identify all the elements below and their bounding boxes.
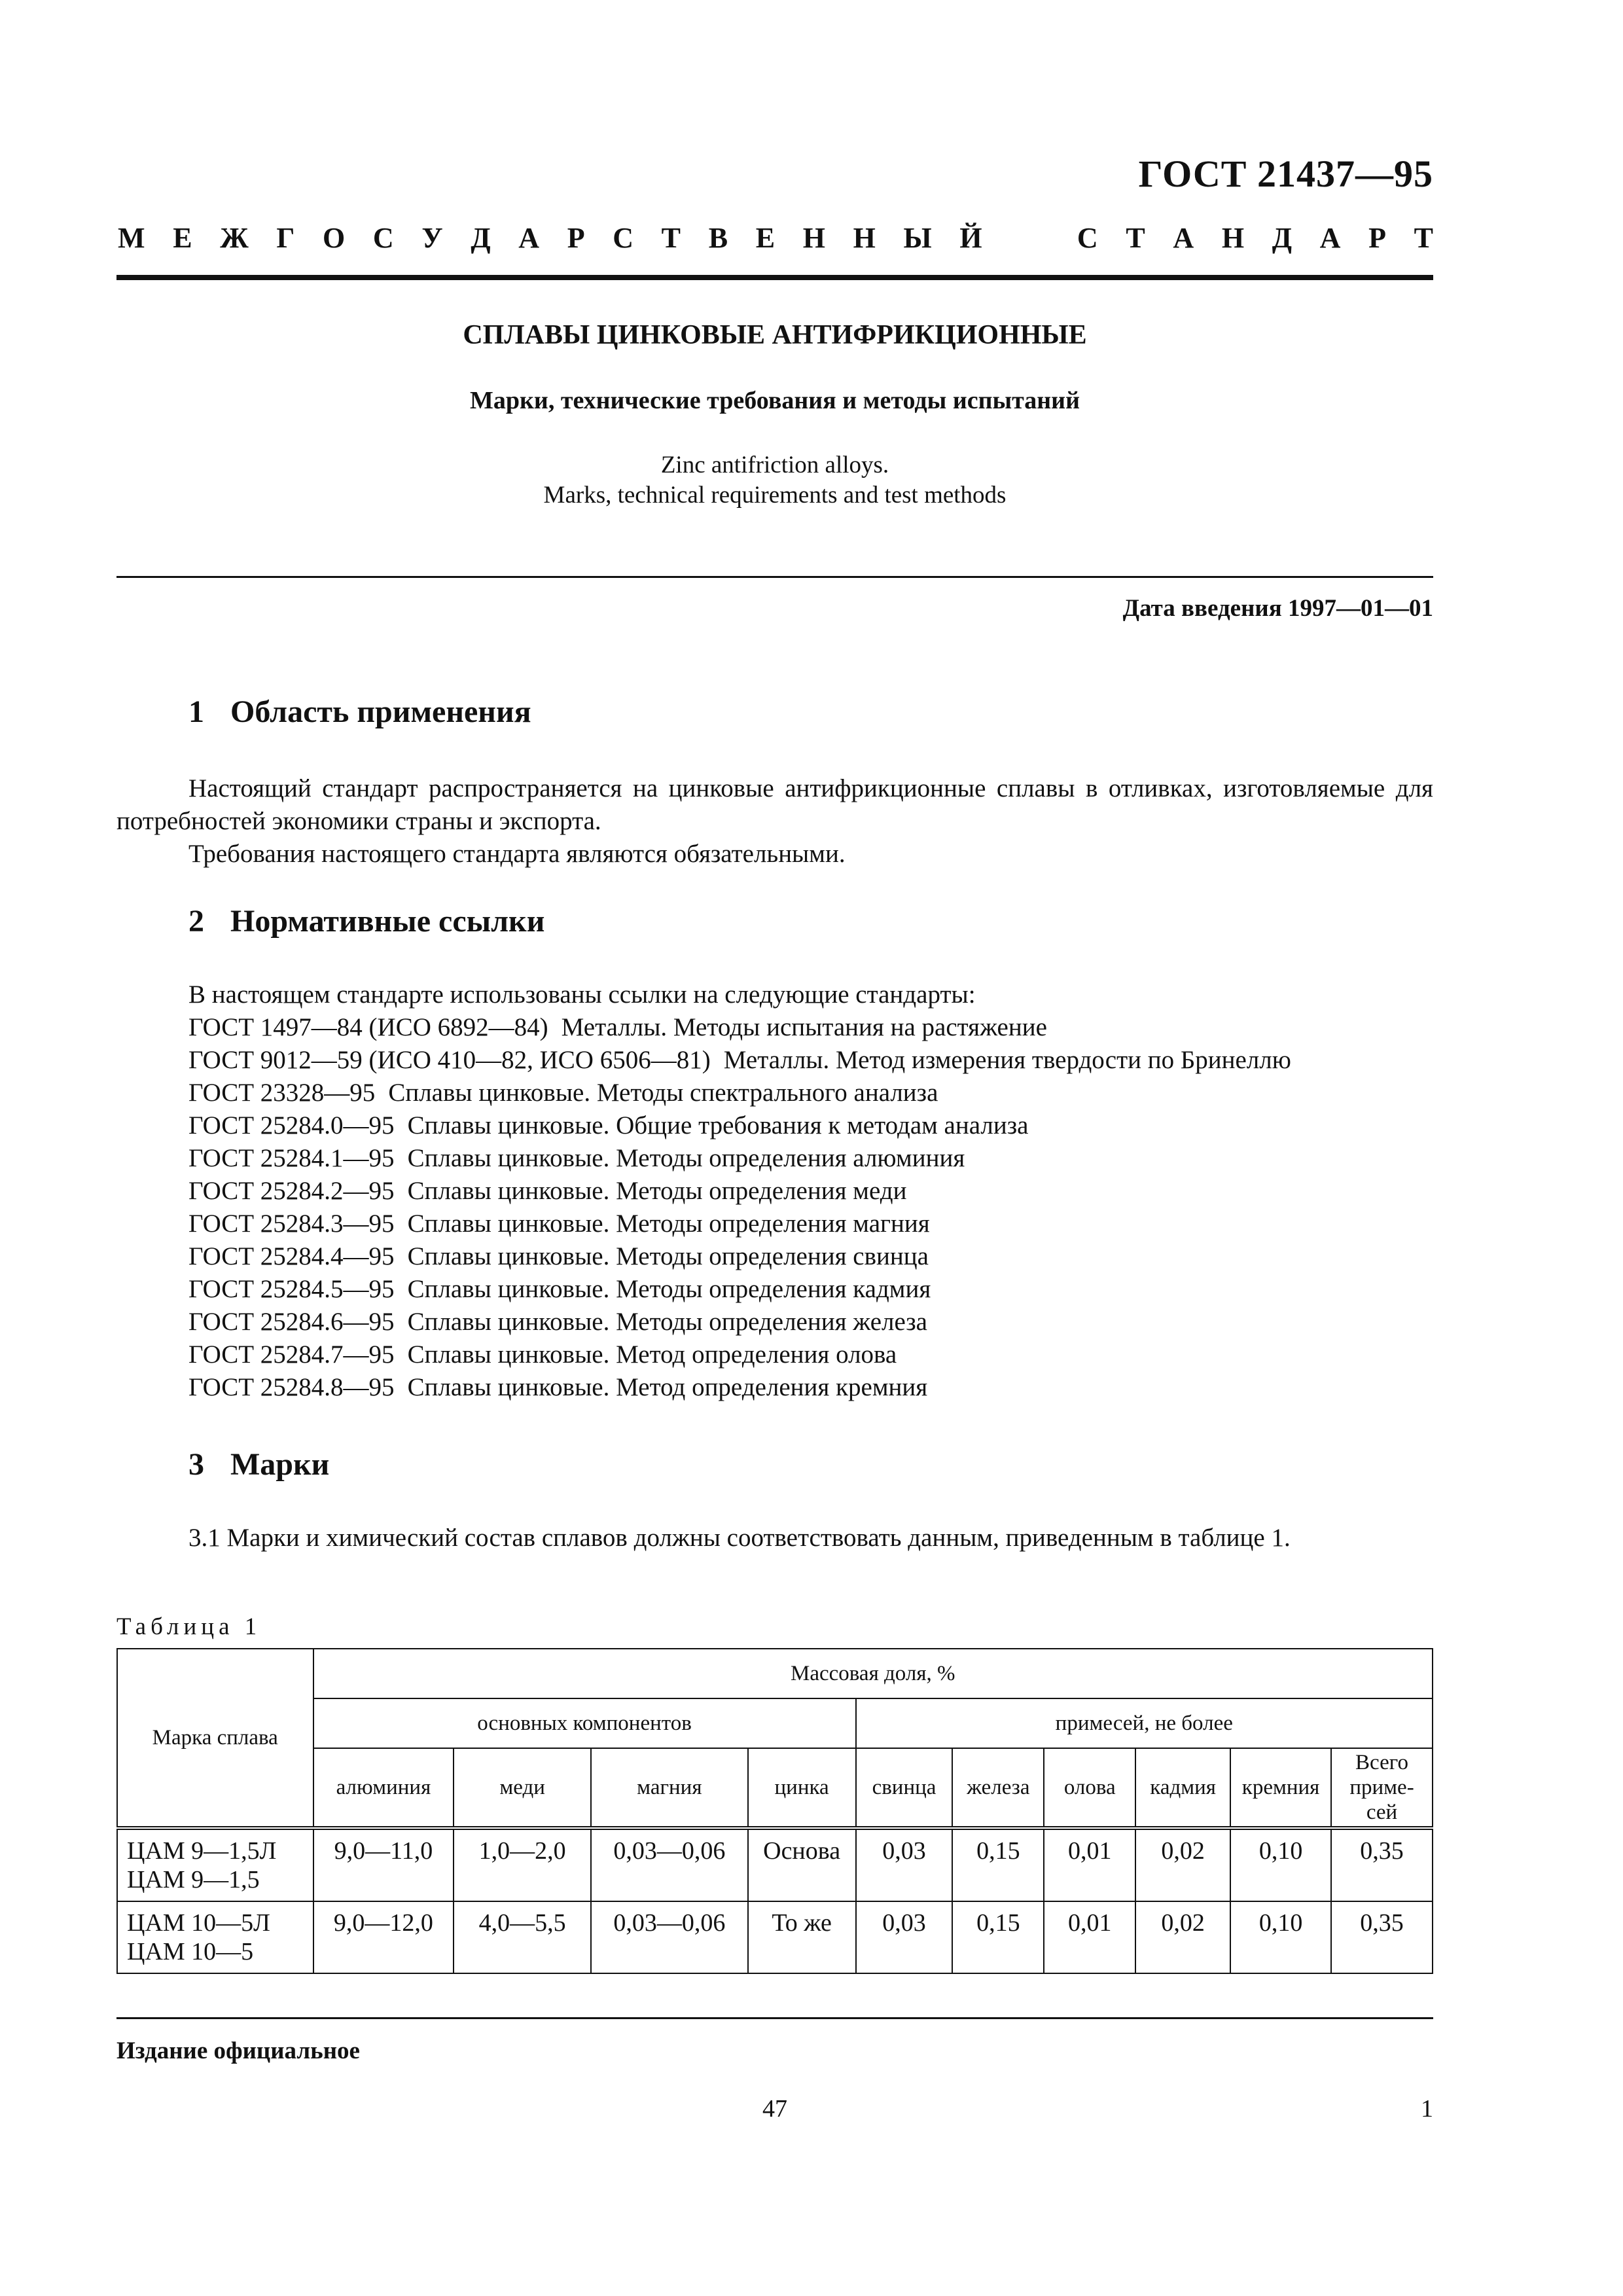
reference-item bbox=[188, 1371, 1291, 1404]
column-header: алюминия bbox=[313, 1748, 454, 1828]
section-title: Марки bbox=[230, 1447, 330, 1482]
reference-item bbox=[188, 1338, 1291, 1371]
alloy-grade-cell bbox=[117, 1901, 313, 1973]
banner-letter: Ы bbox=[903, 222, 932, 254]
reference-code: ГОСТ 1497—84 (ИСО 6892—84) bbox=[188, 1013, 548, 1041]
banner-letter: С bbox=[613, 222, 634, 254]
table-cell: 9,0—11,0 bbox=[313, 1828, 454, 1901]
reference-code: ГОСТ 25284.5—95 bbox=[188, 1275, 395, 1303]
banner-letter: А bbox=[1173, 222, 1194, 254]
reference-title: Сплавы цинковые. Методы определения свинца bbox=[407, 1242, 929, 1270]
reference-title: Сплавы цинковые. Метод определения кремния bbox=[407, 1373, 928, 1401]
table-cell: То же bbox=[748, 1901, 856, 1973]
paragraph-text: 3.1 Марки и химический состав сплавов должны соответствовать данным, приведенным в таблице 1. bbox=[188, 1524, 1291, 1552]
table-cell: 4,0—5,5 bbox=[454, 1901, 591, 1973]
banner-letter: Т bbox=[661, 222, 681, 254]
title-rule bbox=[116, 576, 1433, 578]
banner-letter: Н bbox=[853, 222, 876, 254]
reference-item bbox=[188, 1044, 1291, 1077]
column-header: кремния bbox=[1230, 1748, 1331, 1828]
reference-item bbox=[188, 1109, 1291, 1142]
banner-letter: М bbox=[118, 222, 145, 254]
alloy-grade: ЦАМ 10—5Л bbox=[127, 1909, 270, 1937]
reference-code: ГОСТ 25284.8—95 bbox=[188, 1373, 395, 1401]
column-header: олова bbox=[1044, 1748, 1135, 1828]
banner-letter: Д bbox=[1272, 222, 1292, 254]
reference-item bbox=[188, 1142, 1291, 1175]
alloy-grade: ЦАМ 9—1,5 bbox=[127, 1866, 260, 1893]
banner-letter: С bbox=[1077, 222, 1098, 254]
paragraph-text: Настоящий стандарт распространяется на цинковые антифрикционные сплавы в отливках, изготовляемые для потребностей экономики страны и экспорта. bbox=[116, 774, 1433, 835]
section-1-paragraph-2 bbox=[116, 838, 1433, 870]
reference-code: ГОСТ 9012—59 (ИСО 410—82, ИСО 6506—81) bbox=[188, 1046, 711, 1074]
alloy-grade: ЦАМ 9—1,5Л bbox=[127, 1837, 277, 1865]
column-header: кадмия bbox=[1135, 1748, 1230, 1828]
column-header: меди bbox=[454, 1748, 591, 1828]
table-cell: 0,15 bbox=[952, 1901, 1044, 1973]
table-cell: 0,01 bbox=[1044, 1828, 1135, 1901]
header-rule bbox=[116, 275, 1433, 280]
normative-references bbox=[188, 978, 1291, 1404]
banner-letter: Г bbox=[276, 222, 295, 254]
banner-letter: Р bbox=[1368, 222, 1386, 254]
reference-title: Сплавы цинковые. Метод определения олова bbox=[407, 1340, 897, 1369]
table-cell: 0,01 bbox=[1044, 1901, 1135, 1973]
footer-rule bbox=[116, 2017, 1433, 2019]
reference-code: ГОСТ 25284.2—95 bbox=[188, 1177, 395, 1205]
table-cell: 0,35 bbox=[1331, 1901, 1433, 1973]
page-number-center: 47 bbox=[762, 2095, 787, 2123]
column-header: Всего приме- сей bbox=[1331, 1748, 1433, 1828]
reference-item bbox=[188, 1273, 1291, 1306]
banner-letter: У bbox=[421, 222, 443, 254]
table-cell: Основа bbox=[748, 1828, 856, 1901]
reference-title: Металлы. Методы испытания на растяжение bbox=[561, 1013, 1047, 1041]
reference-code: ГОСТ 25284.7—95 bbox=[188, 1340, 395, 1369]
reference-item bbox=[188, 1208, 1291, 1240]
reference-title: Сплавы цинковые. Методы определения железа bbox=[407, 1308, 927, 1336]
table-cell: 0,03—0,06 bbox=[591, 1901, 748, 1973]
reference-item bbox=[188, 1011, 1291, 1044]
banner-letter: Й bbox=[959, 222, 982, 254]
table-cell: 0,03 bbox=[856, 1828, 953, 1901]
table-cell: 0,02 bbox=[1135, 1828, 1230, 1901]
grade-header: Марка сплава bbox=[117, 1649, 313, 1828]
banner-letter: Е bbox=[755, 222, 776, 254]
standard-type-banner bbox=[118, 221, 1433, 255]
banner-letter: Ж bbox=[220, 222, 249, 254]
banner-letter: Н bbox=[1221, 222, 1245, 254]
table-cell: 0,03 bbox=[856, 1901, 953, 1973]
table-caption: Таблица 1 bbox=[116, 1613, 262, 1640]
reference-item bbox=[188, 1240, 1291, 1273]
reference-title: Металлы. Метод измерения твердости по Бринеллю bbox=[723, 1046, 1291, 1074]
reference-title: Сплавы цинковые. Методы определения кадмия bbox=[407, 1275, 931, 1303]
table-cell: 0,02 bbox=[1135, 1901, 1230, 1973]
english-title-line2: Marks, technical requirements and test methods bbox=[543, 482, 1007, 509]
english-title bbox=[116, 450, 1433, 511]
english-title-line1: Zinc antifriction alloys. bbox=[660, 452, 889, 478]
impurities-header: примесей, не более bbox=[856, 1698, 1433, 1748]
reference-code: ГОСТ 25284.0—95 bbox=[188, 1111, 395, 1139]
table-cell: 0,10 bbox=[1230, 1828, 1331, 1901]
table-cell: 0,15 bbox=[952, 1828, 1044, 1901]
banner-letter: В bbox=[708, 222, 728, 254]
banner-letter: О bbox=[323, 222, 346, 254]
banner-letter: С bbox=[372, 222, 394, 254]
reference-title: Сплавы цинковые. Методы спектрального анализа bbox=[388, 1079, 938, 1107]
main-components-header: основных компонентов bbox=[313, 1698, 856, 1748]
document-subtitle: Марки, технические требования и методы испытаний bbox=[470, 387, 1080, 414]
table-cell: 0,03—0,06 bbox=[591, 1828, 748, 1901]
table-row bbox=[117, 1828, 1433, 1901]
reference-code: ГОСТ 25284.1—95 bbox=[188, 1144, 395, 1172]
section-number: 3 bbox=[188, 1447, 204, 1482]
introduction-date: Дата введения 1997—01—01 bbox=[1122, 595, 1433, 622]
section-number: 2 bbox=[188, 904, 204, 939]
reference-item bbox=[188, 1306, 1291, 1338]
alloy-grade-cell bbox=[117, 1828, 313, 1901]
table-row bbox=[117, 1901, 1433, 1973]
section-1-paragraph-1 bbox=[116, 772, 1433, 838]
banner-letter: Т bbox=[1126, 222, 1145, 254]
mass-fraction-header: Массовая доля, % bbox=[313, 1649, 1433, 1698]
section-3-heading bbox=[188, 1446, 329, 1482]
alloy-grade: ЦАМ 10—5 bbox=[127, 1938, 254, 1965]
gost-code: ГОСТ 21437—95 bbox=[1138, 152, 1433, 195]
reference-title: Сплавы цинковые. Общие требования к методам анализа bbox=[407, 1111, 1029, 1139]
reference-code: ГОСТ 23328—95 bbox=[188, 1079, 376, 1107]
alloy-composition-table bbox=[116, 1648, 1433, 1974]
table-cell: 9,0—12,0 bbox=[313, 1901, 454, 1973]
banner-letter: Е bbox=[173, 222, 192, 254]
reference-list bbox=[188, 1011, 1291, 1404]
column-header: свинца bbox=[856, 1748, 953, 1828]
table-cell: 0,10 bbox=[1230, 1901, 1331, 1973]
page-number-right: 1 bbox=[1421, 2095, 1433, 2123]
column-header: магния bbox=[591, 1748, 748, 1828]
reference-title: Сплавы цинковые. Методы определения магния bbox=[407, 1210, 930, 1238]
banner-letter: А bbox=[1319, 222, 1341, 254]
column-header: цинка bbox=[748, 1748, 856, 1828]
paragraph-text: Требования настоящего стандарта являются обязательными. bbox=[188, 840, 846, 868]
table-cell: 1,0—2,0 bbox=[454, 1828, 591, 1901]
reference-code: ГОСТ 25284.6—95 bbox=[188, 1308, 395, 1336]
section-number: 1 bbox=[188, 694, 204, 729]
section-title: Область применения bbox=[230, 694, 531, 729]
column-header: железа bbox=[952, 1748, 1044, 1828]
banner-letter: Д bbox=[471, 222, 491, 254]
reference-item bbox=[188, 1077, 1291, 1109]
reference-title: Сплавы цинковые. Методы определения меди bbox=[407, 1177, 907, 1205]
official-edition: Издание официальное bbox=[116, 2037, 360, 2064]
table-cell: 0,35 bbox=[1331, 1828, 1433, 1901]
document-title: СПЛАВЫ ЦИНКОВЫЕ АНТИФРИКЦИОННЫЕ bbox=[463, 320, 1087, 350]
reference-code: ГОСТ 25284.3—95 bbox=[188, 1210, 395, 1238]
section-3-paragraph bbox=[116, 1522, 1433, 1554]
reference-item bbox=[188, 1175, 1291, 1208]
section-title: Нормативные ссылки bbox=[230, 904, 545, 939]
banner-letter: А bbox=[518, 222, 540, 254]
banner-letter: Т bbox=[1414, 222, 1433, 254]
banner-letter: Р bbox=[567, 222, 585, 254]
section-2-heading bbox=[188, 903, 544, 939]
references-intro: В настоящем стандарте использованы ссылки на следующие стандарты: bbox=[188, 980, 976, 1009]
reference-code: ГОСТ 25284.4—95 bbox=[188, 1242, 395, 1270]
reference-title: Сплавы цинковые. Методы определения алюминия bbox=[407, 1144, 965, 1172]
section-1-heading bbox=[188, 694, 531, 730]
banner-letter: Н bbox=[802, 222, 825, 254]
